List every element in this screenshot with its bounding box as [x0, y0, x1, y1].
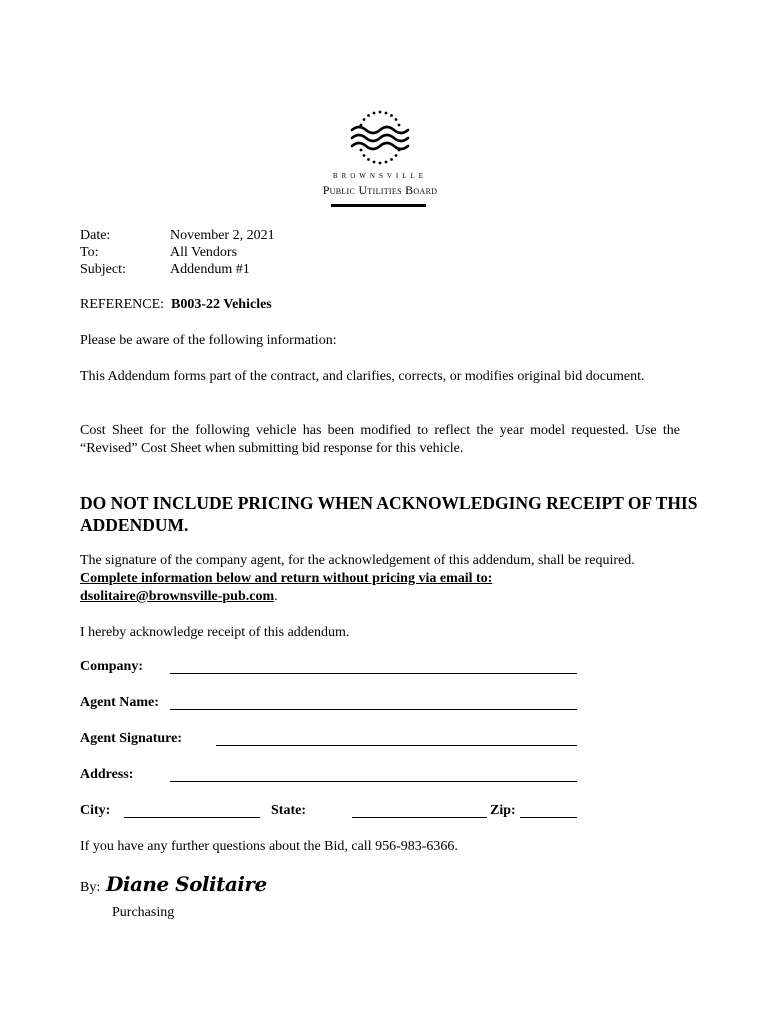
city-label: City:	[80, 803, 111, 818]
addendum-text: This Addendum forms part of the contract, and clarifies, corrects, or modifies original bid document.	[80, 369, 645, 384]
date-label: Date:	[80, 228, 111, 243]
reference-value: B003-22 Vehicles	[171, 297, 272, 312]
by-label: By:	[80, 880, 101, 895]
state-label: State:	[271, 803, 306, 818]
state-field[interactable]	[352, 817, 487, 818]
logo-top-text: BROWNSVILLE	[332, 172, 428, 180]
logo-main-text: Public Utilities Board	[322, 183, 438, 197]
department-text: Purchasing	[112, 905, 175, 920]
email-period: .	[274, 589, 278, 604]
signature-required-text: The signature of the company agent, for the acknowledgement of this addendum, shall be required.	[80, 553, 635, 568]
subject-label: Subject:	[80, 262, 126, 277]
instructions: Complete information below and return without pricing via email to:	[80, 571, 493, 586]
questions-text: If you have any further questions about the Bid, call 956-983-6366.	[80, 839, 458, 854]
reference-label: REFERENCE:	[80, 297, 165, 312]
city-field[interactable]	[124, 817, 260, 818]
subject-value: Addendum #1	[170, 262, 250, 277]
acknowledge-text: I hereby acknowledge receipt of this addendum.	[80, 625, 350, 640]
logo-rule	[331, 204, 426, 207]
signature-name: Diane Solitaire	[106, 872, 267, 896]
pricing-warning: DO NOT INCLUDE PRICING WHEN ACKNOWLEDGING RECEIPT OF THIS ADDENDUM.	[80, 493, 698, 535]
company-label: Company:	[80, 659, 144, 674]
address-field[interactable]	[170, 781, 577, 782]
date-value: November 2, 2021	[170, 228, 275, 243]
intro-text: Please be aware of the following information:	[80, 333, 337, 348]
agent-name-field[interactable]	[170, 709, 577, 710]
address-label: Address:	[80, 767, 134, 782]
instructions-text	[80, 570, 680, 588]
reference-line	[80, 296, 680, 314]
zip-label: Zip:	[490, 803, 516, 818]
agent-signature-label: Agent Signature:	[80, 731, 183, 746]
email-link[interactable]: dsolitaire@brownsville-pub.com	[80, 589, 275, 604]
agent-name-label: Agent Name:	[80, 695, 159, 710]
to-value: All Vendors	[170, 245, 238, 260]
cost-sheet-text: Cost Sheet for the following vehicle has been modified to reflect the year model requested. Use the “Revised” Cost Sheet when submitting bid response for this vehicle.	[80, 423, 680, 456]
company-field[interactable]	[170, 673, 577, 674]
to-label: To:	[80, 245, 99, 260]
agent-signature-field[interactable]	[216, 745, 577, 746]
email-line	[80, 588, 680, 606]
zip-field[interactable]	[520, 817, 577, 818]
